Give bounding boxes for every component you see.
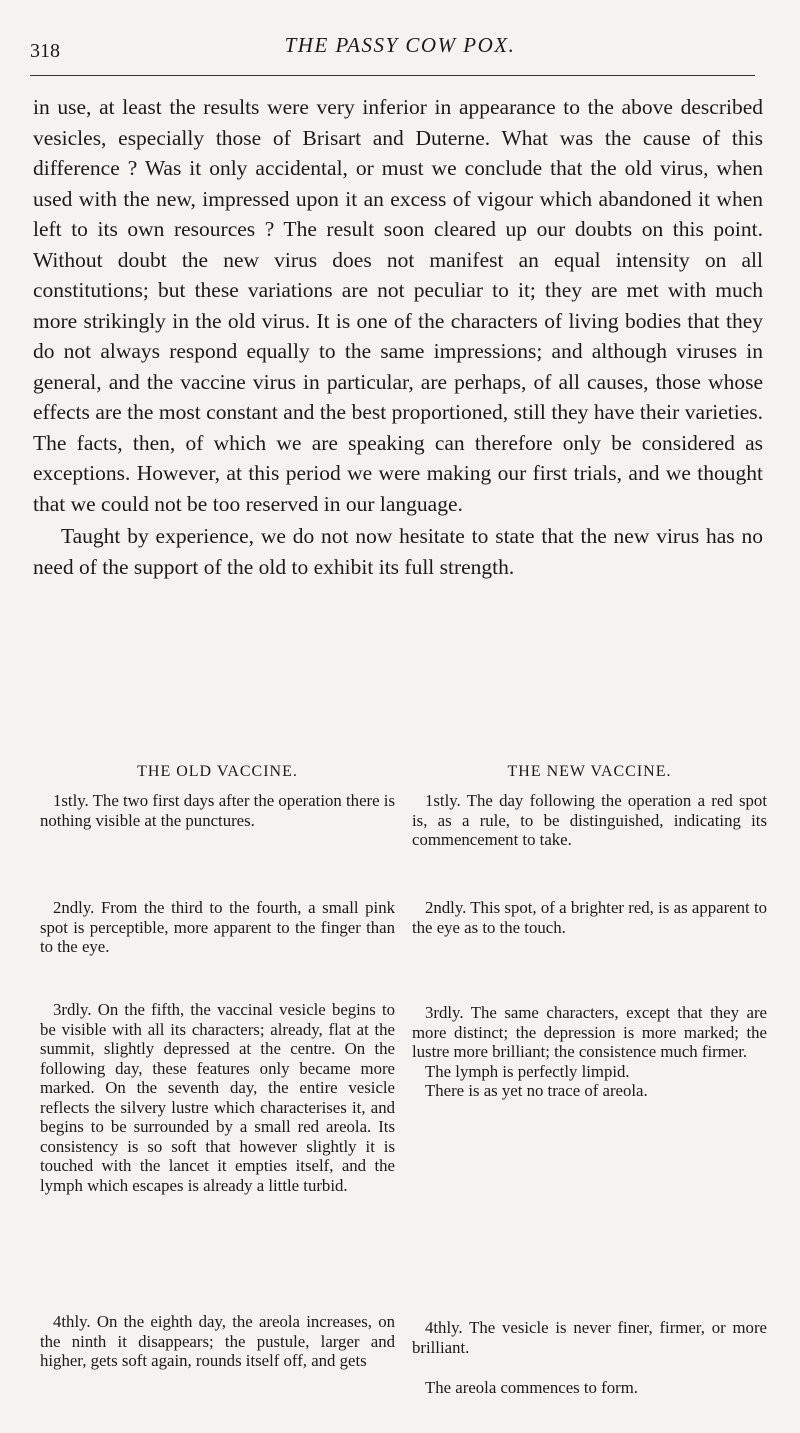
- old-stage-4: [40, 1312, 395, 1371]
- stage-text: There is as yet no trace of areola.: [425, 1081, 648, 1100]
- stage-text: 3rdly. On the fifth, the vaccinal vesicle begins to be visible with all its characters; already, flat at the summit, slightly depressed at the centre. On the following day, these features only became more marked. On the seventh day, the entire vesicle reflects the silvery lustre which characterises it, and begins to be surrounded by a small red areola. Its consistency is so soft that however slightly it is touched with the lancet it empties itself, and the lymph which escapes is already a little turbid.: [40, 1000, 395, 1195]
- old-stage-1: [40, 791, 395, 830]
- new-stage-4: [412, 1318, 767, 1357]
- stage-text: The areola commences to form.: [425, 1378, 638, 1397]
- page-number: 318: [30, 40, 60, 62]
- column-heading: THE NEW VACCINE.: [507, 763, 672, 780]
- stage-text: 1stly. The two first days after the operation there is nothing visible at the punctures.: [40, 791, 395, 830]
- stage-text: 3rdly. The same characters, except that they are more distinct; the depression is more marked; the lustre more brilliant; the consistence much firmer.: [412, 1003, 767, 1061]
- old-vaccine-heading: [40, 762, 395, 782]
- stage-text: 2ndly. This spot, of a brighter red, is as apparent to the eye as to the touch.: [412, 898, 767, 937]
- new-vaccine-heading: [412, 762, 767, 782]
- old-stage-2: [40, 898, 395, 957]
- stage-text: The lymph is perfectly limpid.: [425, 1061, 630, 1081]
- body-text: [33, 92, 763, 582]
- new-stage-2: [412, 898, 767, 937]
- new-stage-3: [412, 1003, 767, 1101]
- stage-text: 1stly. The day following the operation a red spot is, as a rule, to be distinguished, indicating its commencement to take.: [412, 791, 767, 849]
- column-heading: THE OLD VACCINE.: [137, 763, 298, 780]
- stage-text: 4thly. On the eighth day, the areola increases, on the ninth it disappears; the pustule, larger and higher, gets soft again, rounds itself off, and gets: [40, 1312, 395, 1370]
- paragraph: in use, at least the results were very inferior in appearance to the above described vesicles, especially those of Brisart and Duterne. What was the cause of this difference ? Was it only accidental, or must we conclude that the old virus, when used with the new, impressed upon it an excess of vigour which abandoned it when left to its own resources ? The result soon cleared up our doubts on this point. Without doubt the new virus does not manifest an equal intensity on all constitutions; but these variations are not peculiar to it; they are met with much more strikingly in the old virus. It is one of the characters of living bodies that they do not always respond equally to the same impressions; and although viruses in general, and the vaccine virus in particular, are perhaps, of all causes, those whose effects are the most constant and the best proportioned, still they have their varieties. The facts, then, of which we are speaking can therefore only be considered as exceptions. However, at this period we were making our first trials, and we thought that we could not be too reserved in our language.: [33, 95, 763, 516]
- paragraph: Taught by experience, we do not now hesitate to state that the new virus has no need of the support of the old to exhibit its full strength.: [33, 524, 763, 579]
- header-rule: [30, 75, 755, 76]
- old-stage-3: [40, 1000, 395, 1195]
- new-stage-4-areola: [412, 1378, 767, 1398]
- running-title: THE PASSY COW POX.: [284, 33, 516, 57]
- stage-text: 2ndly. From the third to the fourth, a small pink spot is perceptible, more apparent to the finger than to the eye.: [40, 898, 395, 956]
- new-stage-1: [412, 791, 767, 850]
- stage-text: 4thly. The vesicle is never finer, firmer, or more brilliant.: [412, 1318, 767, 1357]
